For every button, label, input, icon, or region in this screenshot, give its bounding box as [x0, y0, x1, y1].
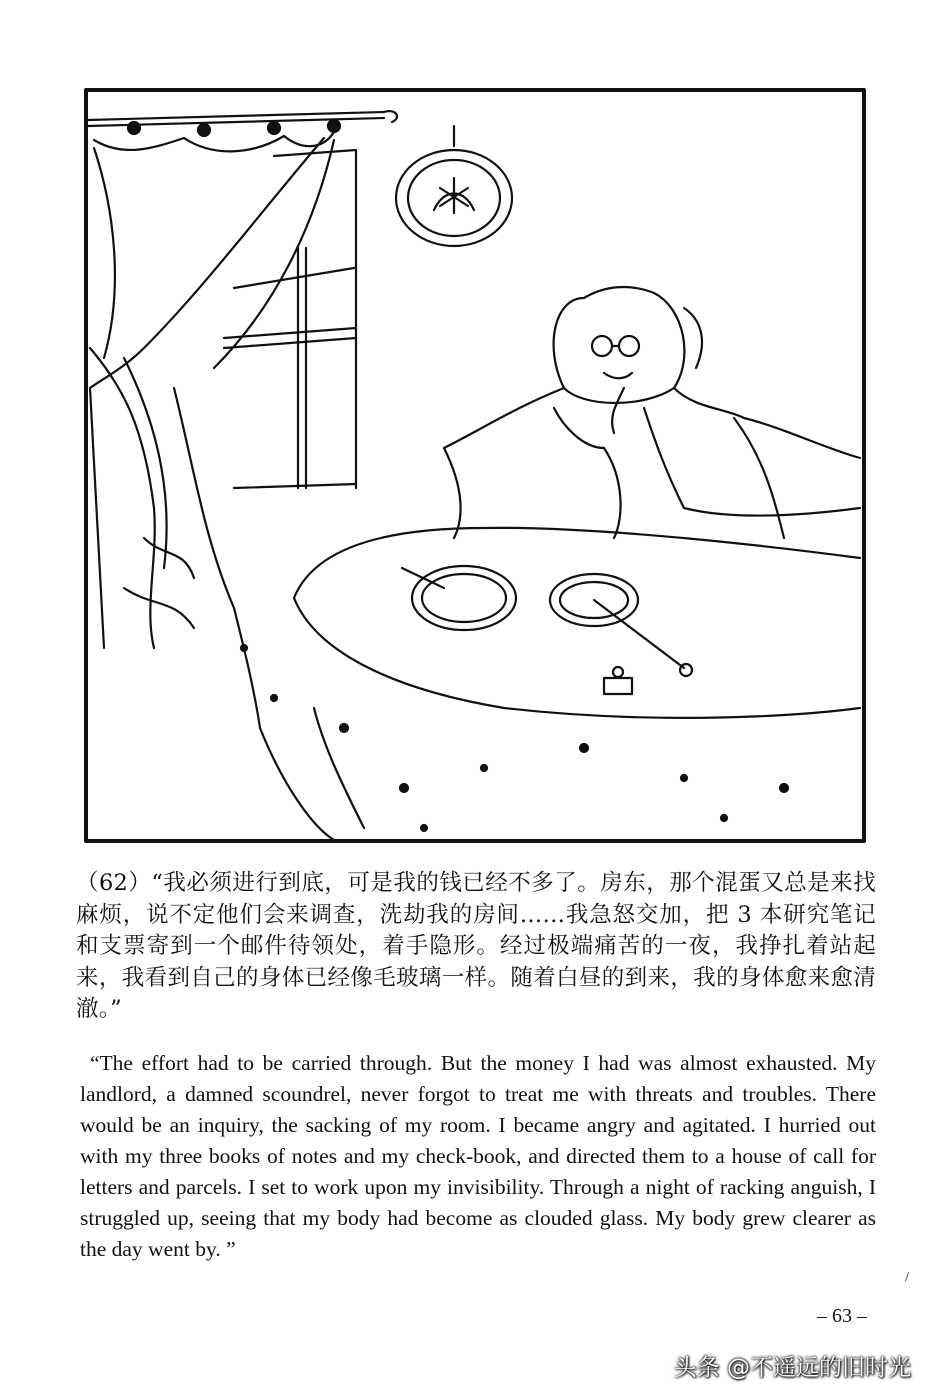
- curtain-rod: [88, 111, 397, 136]
- chinese-caption: （62）“我必须进行到底，可是我的钱已经不多了。房东，那个混蛋又总是来找麻烦，说不定他们会来调查，洗劫我的房间……我急怒交加，把 3 本研究笔记和支票寄到一个邮件待领处，着手隐形。经过极端痛苦的一夜，我挣扎着站起来，我看到自己的身体已经像毛玻璃一样。随着白昼的到来，我的身体愈来愈清澈。”: [76, 870, 876, 1022]
- table: [241, 528, 860, 840]
- wall-plate: [396, 126, 512, 246]
- illustration: [84, 88, 866, 843]
- illustration-frame: [86, 90, 864, 841]
- margin-mark: /: [905, 1270, 909, 1285]
- seated-man: [444, 287, 860, 538]
- english-caption: “The effort had to be carried through. But the money I had was almost exhausted. My landlord, a damned scoundrel, never forgot to treat me with threats and troubles. There would be an inquiry, the sacking of my room. I became angry and agitated. I hurried out with my three books of notes and my check-book, and directed them to a house of call for letters and parcels. I set to work upon my invisibility. Through a night of racking anguish, I struggled up, seeing that my body had become as clouded glass. My body grew clearer as the day went by. ”: [80, 1051, 876, 1261]
- window: [224, 150, 356, 488]
- watermark: 头条 @不遥远的旧时光: [673, 1355, 911, 1381]
- page-number: – 63 –: [817, 1305, 867, 1327]
